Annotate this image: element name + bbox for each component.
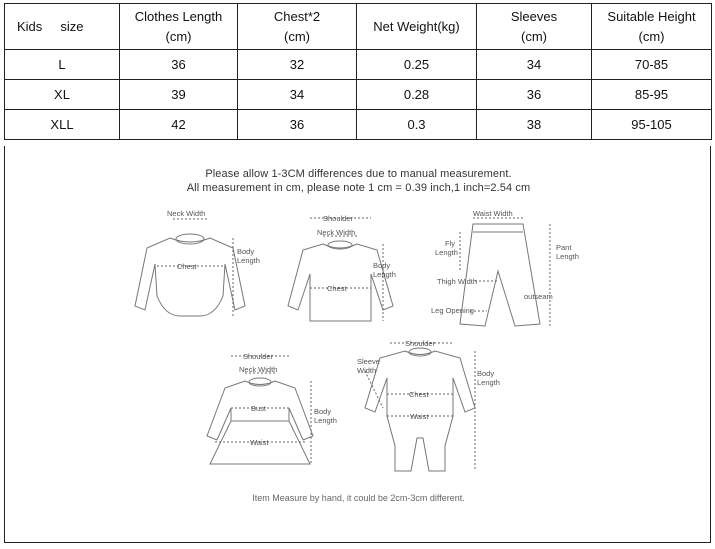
header-chest: Chest*2 (cm)	[238, 4, 357, 50]
romper-chest-label: Chest	[409, 390, 429, 399]
dress-length-label: Length	[314, 416, 337, 425]
table-cell: 34	[238, 80, 357, 110]
shirt-length-label: Length	[373, 270, 396, 279]
table-cell: 39	[120, 80, 238, 110]
table-cell: 38	[477, 110, 592, 140]
pants-thigh-label: Thigh Width	[437, 277, 478, 286]
dress-waist-label: Waist	[250, 438, 269, 447]
header-suitable-height: Suitable Height (cm)	[592, 4, 712, 50]
dress-illustration	[207, 378, 313, 464]
shirt-shoulder-label: Shoulder	[323, 214, 354, 223]
dress-shoulder-label: Shoulder	[243, 352, 274, 361]
size-chart-table	[4, 3, 712, 140]
romper-waist-label: Waist	[410, 412, 429, 421]
table-cell: 0.3	[357, 110, 477, 140]
romper-illustration	[365, 348, 475, 471]
romper-sleeve-label: Sleeve	[357, 357, 380, 366]
table-row	[5, 50, 712, 80]
romper-length-label: Length	[477, 378, 500, 387]
pants-leg-label: Leg Opening	[431, 306, 474, 315]
dress-bust-label: Bust	[251, 404, 267, 413]
table-cell: 36	[238, 110, 357, 140]
shirt-illustration	[288, 241, 393, 321]
table-header-row	[5, 4, 712, 50]
shirt-body-label: Body	[373, 261, 391, 270]
pants-pant-label: Pant	[556, 243, 572, 252]
romper-sleeve-width-label: Width	[357, 366, 377, 375]
romper-body-label: Body	[477, 369, 495, 378]
measurement-note-1: Please allow 1-3CM differences due to manual measurement.	[205, 168, 512, 180]
measurement-note-2: All measurement in cm, please note 1 cm = 0.39 inch,1 inch=2.54 cm	[186, 182, 531, 194]
garment-measurement-diagram	[5, 146, 710, 541]
shirt-chest-label: Chest	[327, 284, 347, 293]
bodysuit-body-label: Body	[237, 247, 255, 256]
table-cell: 0.25	[357, 50, 477, 80]
pants-outseam-label: outseam	[524, 292, 553, 301]
header-net-weight: Net Weight(kg)	[357, 4, 477, 50]
bodysuit-chest-label: Chest	[177, 262, 197, 271]
table-cell: 34	[477, 50, 592, 80]
table-cell: XLL	[5, 110, 120, 140]
measurement-footer-note: Item Measure by hand, it could be 2cm-3cm different.	[252, 493, 465, 503]
table-cell: 95-105	[592, 110, 712, 140]
dress-neck-label: Neck Width	[239, 365, 278, 374]
header-kids-size: Kids size	[5, 4, 120, 50]
pants-fly-length-label: Length	[435, 248, 458, 257]
dress-body-label: Body	[314, 407, 332, 416]
bodysuit-illustration	[135, 234, 245, 316]
table-cell: 42	[120, 110, 238, 140]
pants-waist-label: Waist Width	[473, 209, 513, 218]
table-row	[5, 110, 712, 140]
header-clothes-length: Clothes Length (cm)	[120, 4, 238, 50]
header-sleeves: Sleeves (cm)	[477, 4, 592, 50]
table-cell: 32	[238, 50, 357, 80]
table-cell: 36	[120, 50, 238, 80]
table-cell: L	[5, 50, 120, 80]
shirt-neck-label: Neck Width	[317, 228, 356, 237]
bodysuit-neck-label: Neck Width	[167, 209, 206, 218]
bodysuit-length-label: Length	[237, 256, 260, 265]
table-cell: XL	[5, 80, 120, 110]
pants-pant-length-label: Length	[556, 252, 579, 261]
table-row	[5, 80, 712, 110]
table-cell: 70-85	[592, 50, 712, 80]
pants-fly-label: Fly	[445, 239, 455, 248]
romper-shoulder-label: Shoulder	[405, 339, 436, 348]
table-cell: 36	[477, 80, 592, 110]
measurement-diagram-panel	[4, 146, 711, 543]
table-cell: 0.28	[357, 80, 477, 110]
table-cell: 85-95	[592, 80, 712, 110]
romper-dimensions	[365, 343, 475, 471]
